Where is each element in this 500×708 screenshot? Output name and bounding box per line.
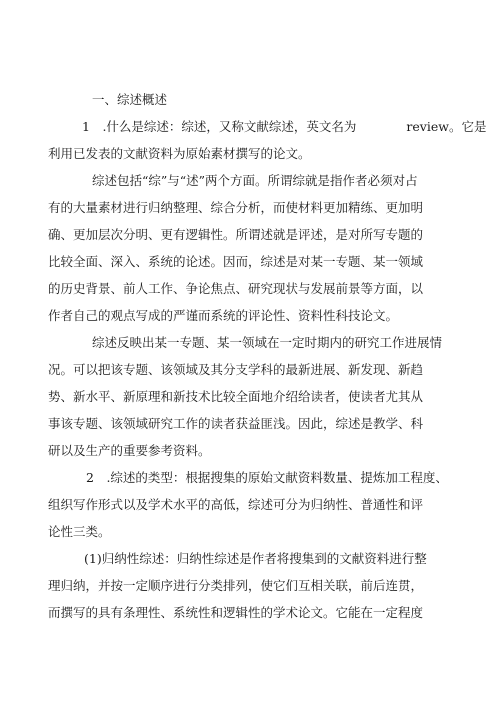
section-heading: 一、综述概述 <box>92 92 168 107</box>
text-line: 综述反映出某一专题、某一领域在一定时期内的研究工作进展情 <box>92 335 443 350</box>
text-line: 作者自己的观点写成的严谨而系统的评论性、资料性科技论文。 <box>48 308 399 323</box>
text-line: 的历史背景、前人工作、争论焦点、研究现状与发展前景等方面，以 <box>48 281 424 296</box>
text-line: (1)归纳性综述：归纳性综述是作者将搜集到的文献资料进行整 <box>84 551 427 566</box>
text-line: 综述包括“综”与“述”两个方面。所谓综就是指作者必须对占 <box>92 173 418 188</box>
text-line: 1 .什么是综述：综述，又称文献综述，英文名为 review。它是 <box>82 119 487 134</box>
text-line: 利用已发表的文献资料为原始素材撰写的论文。 <box>48 146 311 161</box>
text-line: 论性三类。 <box>48 524 111 539</box>
text-line: 事该专题、该领域研究工作的读者获益匪浅。因此，综述是教学、科 <box>48 416 424 431</box>
text-line: 确、更加层次分明、更有逻辑性。所谓述就是评述，是对所写专题的 <box>48 227 424 242</box>
text-line: 理归纳，并按一定顺序进行分类排列，使它们互相关联，前后连贯， <box>48 578 424 593</box>
text-line: 而撰写的具有条理性、系统性和逻辑性的学术论文。它能在一定程度 <box>48 605 424 620</box>
text-line: 组织写作形式以及学术水平的高低，综述可分为归纳性、普通性和评 <box>48 497 424 512</box>
text-line: 势、新水平、新原理和新技术比较全面地介绍给读者，使读者尤其从 <box>48 389 424 404</box>
text-line: 有的大量素材进行归纳整理、综合分析，而使材料更加精练、更加明 <box>48 200 424 215</box>
text-line: 研以及生产的重要参考资料。 <box>48 443 211 458</box>
text-line: 比较全面、深入、系统的论述。因而，综述是对某一专题、某一领域 <box>48 254 424 269</box>
text-line: 2 .综述的类型：根据搜集的原始文献资料数量、提炼加工程度、 <box>86 470 448 485</box>
text-line: 况。可以把该专题、该领域及其分支学科的最新进展、新发现、新趋 <box>48 362 424 377</box>
